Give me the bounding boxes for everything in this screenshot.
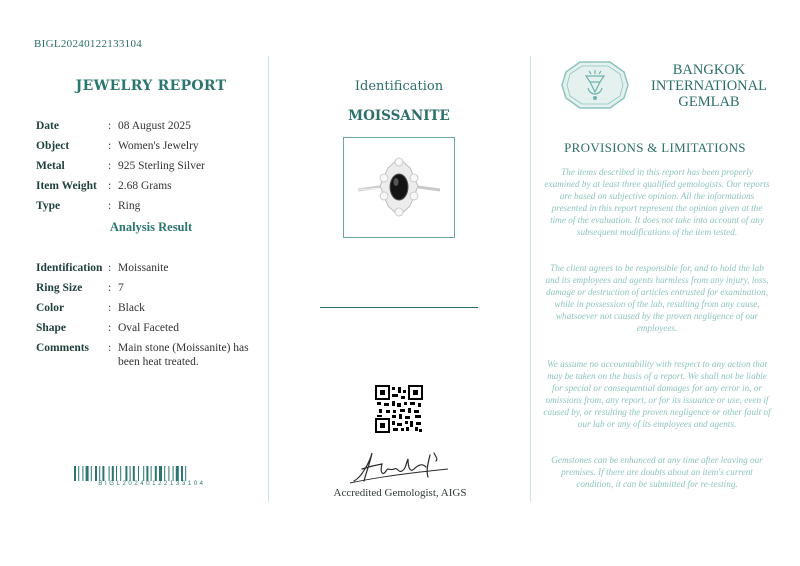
colon-separator: : xyxy=(108,322,112,334)
analysis-row-ring-size xyxy=(36,281,268,295)
analysis-value: Black xyxy=(118,302,145,314)
analysis-heading: Analysis Result xyxy=(109,220,193,234)
analysis-label: Ring Size xyxy=(36,282,83,294)
lab-name-line: GEMLAB xyxy=(678,94,740,110)
detail-value: 08 August 2025 xyxy=(118,120,191,132)
lab-logo-badge xyxy=(558,58,632,112)
detail-label: Date xyxy=(36,120,59,132)
report-number: BIGL20240122133104 xyxy=(34,38,143,50)
provisions-title: PROVISIONS & LIMITATIONS xyxy=(564,140,746,155)
identification-value: MOISSANITE xyxy=(348,108,450,124)
analysis-value: 7 xyxy=(118,282,124,294)
report-title: JEWELRY REPORT xyxy=(75,78,227,94)
divider-right xyxy=(530,56,531,502)
detail-label: Object xyxy=(36,140,70,152)
gemologist-signature xyxy=(348,447,452,487)
provisions-paragraph: The client agrees to be responsible for, and to hold the lab and its employees and agents harmless from any injury, loss, damage or destruction of articles entrusted for examination, while in possession of the lab, resulting from any cause, whatsoever not caused by the proven negligence of our employees. xyxy=(545,263,769,333)
analysis-row-shape xyxy=(36,321,268,335)
analysis-row-color xyxy=(36,301,268,315)
detail-value: Women's Jewelry xyxy=(118,140,199,152)
detail-row-type xyxy=(36,199,268,213)
identification-label: Identification xyxy=(354,79,444,94)
lab-name-line: INTERNATIONAL xyxy=(651,78,767,94)
analysis-label: Comments xyxy=(36,342,90,354)
colon-separator: : xyxy=(108,200,112,212)
detail-value: 925 Sterling Silver xyxy=(118,160,205,172)
signature-line xyxy=(320,307,478,308)
detail-value: Ring xyxy=(118,200,141,212)
lab-name xyxy=(644,62,774,110)
colon-separator: : xyxy=(108,140,112,152)
detail-value: 2.68 Grams xyxy=(118,180,172,192)
detail-label: Type xyxy=(36,200,61,212)
colon-separator: : xyxy=(108,120,112,132)
detail-row-date xyxy=(36,119,268,133)
gem-photo-frame xyxy=(343,137,455,238)
colon-separator: : xyxy=(108,180,112,192)
colon-separator: : xyxy=(108,262,112,274)
analysis-row-comments xyxy=(36,341,268,369)
analysis-value: Oval Faceted xyxy=(118,322,179,334)
detail-row-object xyxy=(36,139,268,153)
detail-label: Item Weight xyxy=(36,180,97,192)
qr-code-image xyxy=(375,385,423,433)
colon-separator: : xyxy=(108,342,112,354)
detail-row-metal xyxy=(36,159,268,173)
barcode-number: BIGL20240122133104 xyxy=(98,481,206,487)
colon-separator: : xyxy=(108,282,112,294)
divider-left xyxy=(268,56,269,502)
provisions-paragraph: The items described in this report has been properly examined by at least three qualified gemologists. Our reports are based on subjective opinion. All the informations presented in this report represent the opinion given at the time of the evaluation. It does not take into account of any subsequent modifications of the item tested. xyxy=(544,167,770,237)
analysis-label: Identification xyxy=(36,262,103,274)
ring-photo xyxy=(344,138,454,237)
detail-label: Metal xyxy=(36,160,65,172)
lab-name-line: BANGKOK xyxy=(672,62,746,78)
analysis-value: Moissanite xyxy=(118,262,169,274)
provisions-paragraph: We assume no accountability with respect to any action that may be taken on the basis of a report. We shall not be liable for special or consequential damages for any error in, or omissions from, any report, or for its issuance or use, even if caused by, or resulting the proven negligence or other fault of our lab or any of its employees and agents. xyxy=(543,359,771,429)
colon-separator: : xyxy=(108,302,112,314)
detail-row-item-weight xyxy=(36,179,268,193)
provisions-paragraph: Gemstones can be enhanced at any time after leaving our premises. If there are doubts about an item's current condition, it can be submitted for re-testing. xyxy=(551,455,763,489)
analysis-label: Color xyxy=(36,302,65,314)
colon-separator: : xyxy=(108,160,112,172)
analysis-row-identification xyxy=(36,261,268,275)
analysis-value: Main stone (Moissanite) has been heat treated. xyxy=(118,342,249,368)
analysis-label: Shape xyxy=(36,322,67,334)
gemologist-title: Accredited Gemologist, AIGS xyxy=(333,487,467,499)
